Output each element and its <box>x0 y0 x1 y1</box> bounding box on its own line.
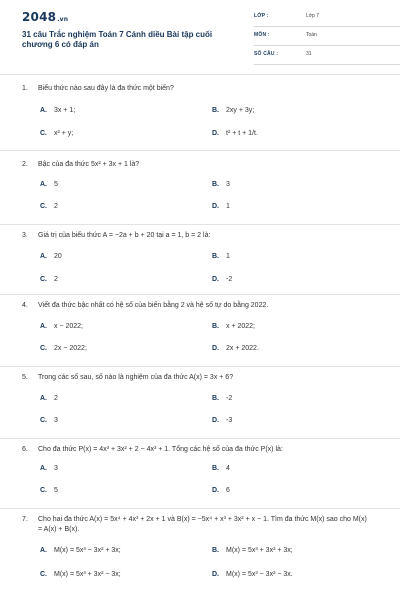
option-letter: A. <box>40 253 47 260</box>
option-text: -2 <box>226 276 233 283</box>
option-text: x − 2022; <box>54 323 83 330</box>
question-number: 5. <box>22 374 28 381</box>
question-body: Viết đa thức bậc nhất có hệ số của biến bằng 2 và hệ số tự do bằng 2022. <box>38 302 269 309</box>
option-letter: C. <box>40 130 47 137</box>
option-text: 2x − 2022; <box>54 345 87 352</box>
question-number: 6. <box>22 446 28 453</box>
option-text: 3 <box>226 181 230 188</box>
site-logo[interactable] <box>22 10 68 24</box>
question-text <box>22 84 372 94</box>
question-body: Trong các số sau, số nào là nghiệm của đa thức A(x) = 3x + 6? <box>38 374 234 381</box>
question-1 <box>0 74 400 147</box>
option-letter: D. <box>212 203 219 210</box>
meta-info <box>254 10 400 67</box>
option-text: M(x) = 5x³ + 3x² + 3x; <box>226 547 293 554</box>
question-text <box>22 445 372 455</box>
option-d[interactable] <box>212 130 258 137</box>
question-6 <box>0 438 400 509</box>
option-b[interactable] <box>212 465 230 472</box>
option-text: 20 <box>54 253 62 260</box>
option-c[interactable] <box>40 203 58 210</box>
option-letter: B. <box>212 107 219 114</box>
option-c[interactable] <box>40 276 58 283</box>
worksheet-header <box>22 10 382 60</box>
option-letter: B. <box>212 547 219 554</box>
option-a[interactable] <box>40 395 58 402</box>
option-c[interactable] <box>40 571 121 578</box>
option-a[interactable] <box>40 253 62 260</box>
option-letter: C. <box>40 345 47 352</box>
option-text: 1 <box>226 203 230 210</box>
question-text <box>22 373 372 383</box>
option-b[interactable] <box>212 323 255 330</box>
option-text: 2 <box>54 276 58 283</box>
option-text: -3 <box>226 417 233 424</box>
option-b[interactable] <box>212 107 254 114</box>
option-text: M(x) = 5x³ − 3x² + 3x; <box>54 547 121 554</box>
option-d[interactable] <box>212 276 232 283</box>
option-text: x² + y; <box>54 130 74 137</box>
option-d[interactable] <box>212 487 230 494</box>
question-7 <box>0 508 400 599</box>
option-d[interactable] <box>212 571 293 578</box>
meta-row-subject <box>254 29 400 46</box>
question-number: 3. <box>22 232 28 239</box>
question-5 <box>0 366 400 437</box>
option-text: 2 <box>54 395 58 402</box>
question-number: 2. <box>22 161 28 168</box>
option-b[interactable] <box>212 181 230 188</box>
option-letter: B. <box>212 465 219 472</box>
meta-row-class <box>254 10 400 27</box>
meta-value: Toán <box>306 32 317 38</box>
option-letter: D. <box>212 276 219 283</box>
option-letter: A. <box>40 465 47 472</box>
option-letter: C. <box>40 571 47 578</box>
question-text <box>22 301 372 311</box>
question-body: Cho hai đa thức A(x) = 5x⁴ + 4x³ + 2x + 1 và B(x) = −5x⁴ + x³ + 3x² + x − 1. Tìm đa thức M(x) sao cho M(x) = A(x) + B(x). <box>38 516 367 533</box>
option-letter: C. <box>40 276 47 283</box>
option-d[interactable] <box>212 417 232 424</box>
logo-suffix: .vn <box>57 16 69 23</box>
option-text: -2 <box>226 395 233 402</box>
option-text: x + 2022; <box>226 323 255 330</box>
meta-label: MÔN : <box>254 32 270 38</box>
meta-label: LỚP : <box>254 13 269 19</box>
question-body: Biểu thức nào sau đây là đa thức một biến? <box>38 85 174 92</box>
option-a[interactable] <box>40 465 58 472</box>
option-letter: D. <box>212 417 219 424</box>
option-text: 3 <box>54 417 58 424</box>
option-letter: A. <box>40 395 47 402</box>
option-a[interactable] <box>40 181 58 188</box>
option-c[interactable] <box>40 345 87 352</box>
option-text: 1 <box>226 253 230 260</box>
meta-value: 31 <box>306 51 312 57</box>
meta-row-count <box>254 48 400 65</box>
option-text: 6 <box>226 487 230 494</box>
question-body: Cho đa thức P(x) = 4x³ + 3x² + 2 − 4x³ + 1. Tổng các hệ số của đa thức P(x) là: <box>38 446 283 453</box>
option-a[interactable] <box>40 107 75 114</box>
question-3 <box>0 224 400 295</box>
option-d[interactable] <box>212 345 259 352</box>
question-2 <box>0 150 400 223</box>
option-c[interactable] <box>40 417 58 424</box>
option-c[interactable] <box>40 487 58 494</box>
meta-value: Lớp 7 <box>306 13 320 19</box>
question-body: Bậc của đa thức 5x² + 3x + 1 là? <box>38 161 140 168</box>
option-letter: C. <box>40 417 47 424</box>
option-b[interactable] <box>212 547 293 554</box>
option-letter: D. <box>212 130 219 137</box>
option-letter: B. <box>212 253 219 260</box>
option-letter: A. <box>40 547 47 554</box>
question-text <box>22 515 372 535</box>
option-letter: D. <box>212 571 219 578</box>
question-4 <box>0 294 400 365</box>
option-text: M(x) = 5x³ + 3x² − 3x; <box>54 571 121 578</box>
option-text: 3x + 1; <box>54 107 76 114</box>
option-letter: A. <box>40 107 47 114</box>
meta-label: SỐ CÂU : <box>254 51 279 57</box>
option-text: 5 <box>54 181 58 188</box>
option-text: 2xy + 3y; <box>226 107 255 114</box>
question-text <box>22 231 372 241</box>
option-letter: D. <box>212 345 219 352</box>
option-text: 2 <box>54 203 58 210</box>
option-a[interactable] <box>40 323 83 330</box>
logo-main: 2048 <box>22 10 57 24</box>
question-body: Giá trị của biểu thức A = −2a + b + 20 tại a = 1, b = 2 là: <box>38 232 211 239</box>
option-d[interactable] <box>212 203 230 210</box>
question-text <box>22 160 372 170</box>
option-letter: A. <box>40 181 47 188</box>
document-title: 31 câu Trắc nghiệm Toán 7 Cánh diều Bài tập cuối chương 6 có đáp án <box>22 30 213 49</box>
question-number: 1. <box>22 85 28 92</box>
option-letter: B. <box>212 323 219 330</box>
option-letter: B. <box>212 395 219 402</box>
option-letter: C. <box>40 203 47 210</box>
question-number: 4. <box>22 302 28 309</box>
question-number: 7. <box>22 516 28 523</box>
option-text: 2x + 2022. <box>226 345 259 352</box>
option-b[interactable] <box>212 253 230 260</box>
option-text: 5 <box>54 487 58 494</box>
option-letter: C. <box>40 487 47 494</box>
option-text: M(x) = 5x³ − 3x² − 3x. <box>226 571 293 578</box>
option-a[interactable] <box>40 547 121 554</box>
option-text: 3 <box>54 465 58 472</box>
option-b[interactable] <box>212 395 232 402</box>
option-text: 4 <box>226 465 230 472</box>
option-letter: B. <box>212 181 219 188</box>
option-c[interactable] <box>40 130 73 137</box>
option-letter: A. <box>40 323 47 330</box>
option-text: t² + t + 1/t. <box>226 130 258 137</box>
option-letter: D. <box>212 487 219 494</box>
